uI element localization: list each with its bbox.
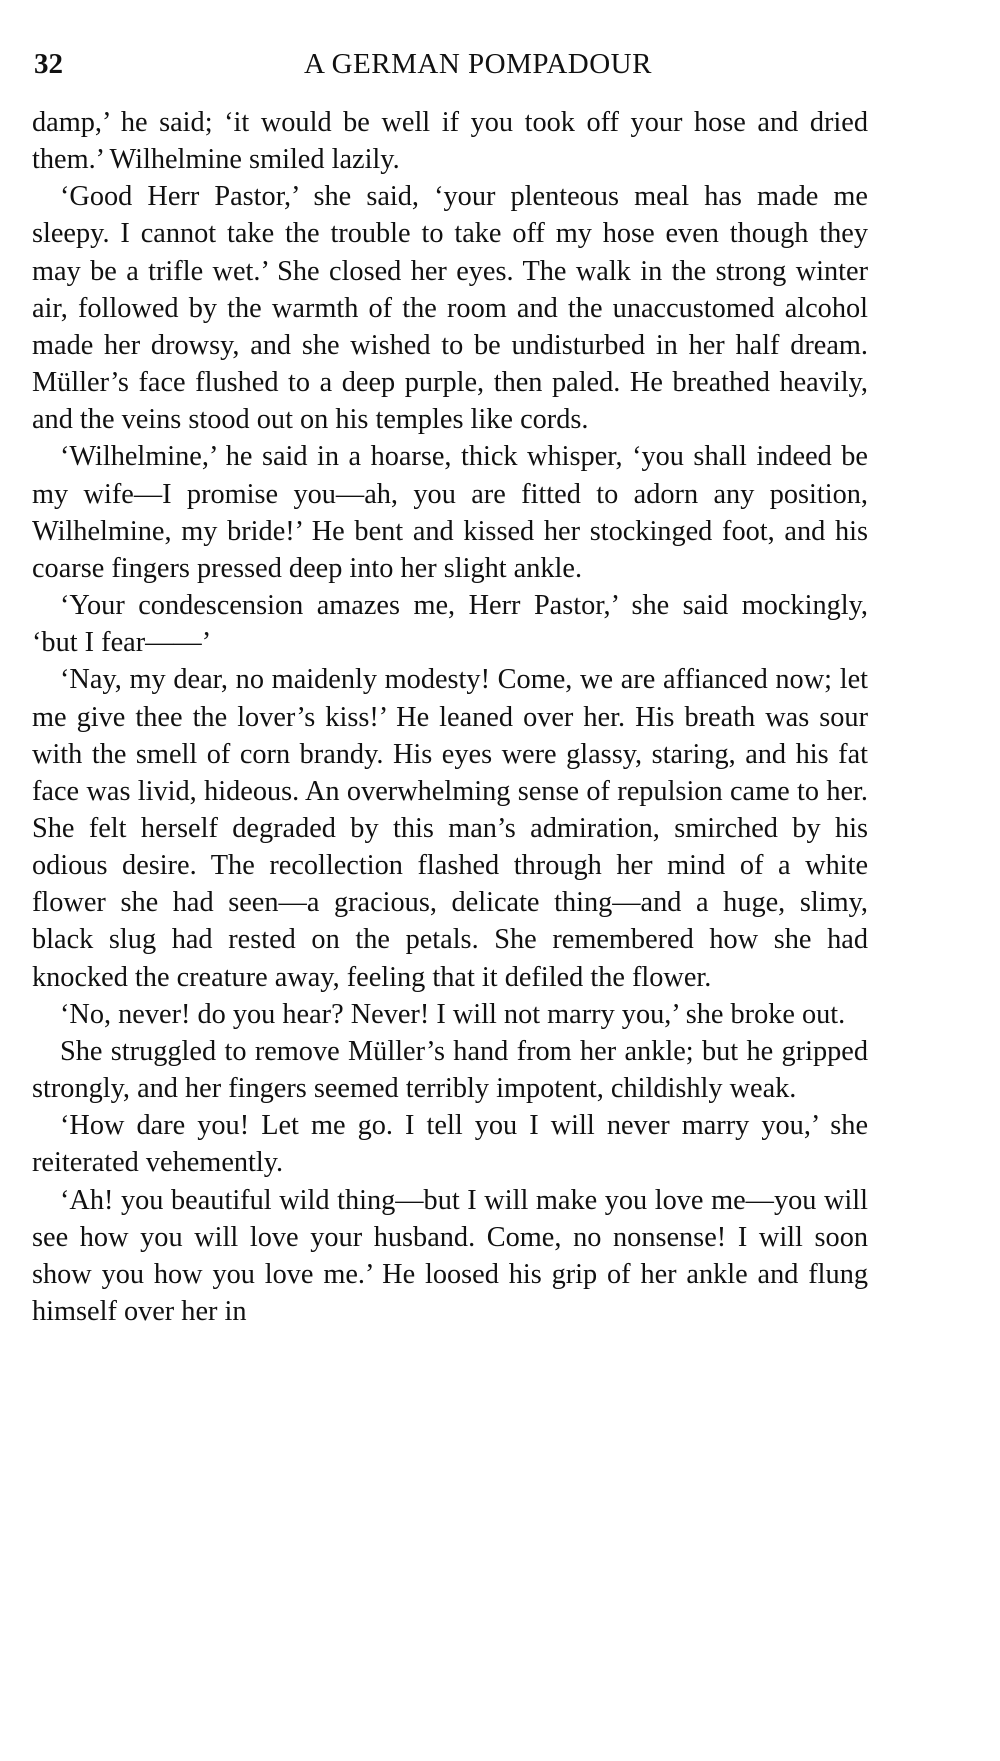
paragraph: ‘Wilhelmine,’ he said in a hoarse, thick whisper, ‘you shall indeed be my wife—I promise you—ah, you are fitted to adorn any position, Wilhelmine, my bride!’ He bent and kissed her stockinged foot, and his coarse fingers pressed deep into her slight ankle. — [32, 441, 868, 584]
paragraph: ‘Your condescension amazes me, Herr Pastor,’ she said mockingly, ‘but I fear——’ — [32, 590, 868, 659]
paragraph: ‘How dare you! Let me go. I tell you I will never marry you,’ she reiterated vehemently. — [32, 1110, 868, 1179]
paragraph: ‘Ah! you beautiful wild thing—but I will make you love me—you will see how you will love your husband. Come, no nonsense! I will soon show you how you love me.’ He loosed his grip of her ankle and flung himself over her in — [32, 1184, 868, 1327]
paragraph: ‘Nay, my dear, no maidenly modesty! Come, we are affianced now; let me give thee the lover’s kiss!’ He leaned over her. His breath was sour with the smell of corn brandy. His eyes were glassy, staring, and his fat face was livid, hideous. An overwhelming sense of repulsion came to her. She felt herself degraded by this man’s admiration, smirched by his odious desire. The recollection flashed through her mind of a white flower she had seen—a gracious, delicate thing—and a huge, slimy, black slug had rested on the petals. She remembered how she had knocked the creature away, feeling that it defiled the flower. — [32, 664, 868, 993]
running-title: A GERMAN POMPADOUR — [304, 48, 652, 80]
paragraph: ‘Good Herr Pastor,’ she said, ‘your plenteous meal has made me sleepy. I cannot take the trouble to take off my hose even though they may be a trifle wet.’ She closed her eyes. The walk in the strong winter air, followed by the warmth of the room and the unaccustomed alcohol made her drowsy, and she wished to be undisturbed in her half dream. Müller’s face flushed to a deep purple, then paled. He breathed heavily, and the veins stood out on his temples like cords. — [32, 181, 868, 436]
page-number: 32 — [34, 48, 63, 80]
paragraph: ‘No, never! do you hear? Never! I will not marry you,’ she broke out. — [60, 998, 846, 1030]
paragraph-continued: damp,’ he said; ‘it would be well if you took off your hose and dried them.’ Wilhelmine smiled lazily. — [32, 107, 868, 176]
running-head — [34, 44, 878, 84]
body-text — [32, 104, 868, 1330]
paragraph: She struggled to remove Müller’s hand from her ankle; but he gripped strongly, and her fingers seemed terribly impotent, childishly weak. — [32, 1035, 868, 1105]
